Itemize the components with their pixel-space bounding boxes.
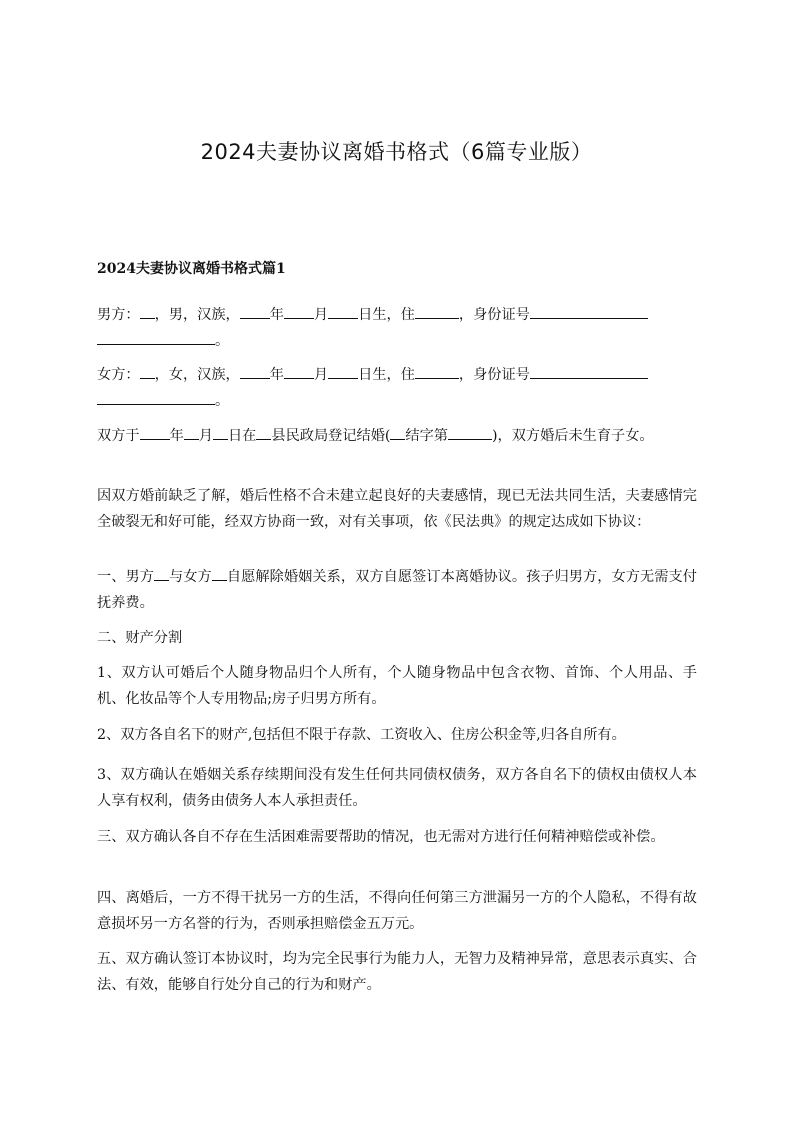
year-blank — [240, 363, 270, 379]
clause-4: 四、离婚后，一方不得干扰另一方的生活，不得向任何第三方泄漏另一方的个人隐私，不得有故意损坏另一方名誉的行为，否则承担赔偿金五万元。 — [97, 890, 697, 932]
id-number-blank-cont — [97, 329, 215, 345]
cert-prefix-blank — [390, 424, 405, 440]
clause-2-item-2: 2、双方各自名下的财产,包括但不限于存款、工资收入、住房公积金等,归各自所有。 — [97, 727, 626, 743]
day-blank — [328, 303, 358, 319]
female-label: 女方： — [97, 367, 140, 383]
id-number-blank — [530, 363, 648, 379]
month-blank — [284, 363, 314, 379]
female-party-line: 女方： ，女，汉族， 年 月 日生，住 ，身份证号 。 — [97, 362, 697, 414]
id-number-blank-cont — [97, 389, 215, 405]
year-blank — [240, 303, 270, 319]
document-title: 2024夫妻协议离婚书格式（6篇专业版） — [200, 140, 593, 164]
month-blank — [284, 303, 314, 319]
address-blank — [415, 303, 459, 319]
male-label: 男方： — [97, 307, 140, 323]
male-name-blank — [154, 565, 169, 581]
year-blank — [140, 424, 170, 440]
day-blank — [213, 424, 228, 440]
id-number-blank — [530, 303, 648, 319]
clause-5: 五、双方确认签订本协议时，均为完全民事行为能力人，无智力及精神异常，意思表示真实、合法、有效，能够自行处分自己的行为和财产。 — [97, 951, 697, 993]
name-blank — [140, 303, 155, 319]
clause-2-item-3: 3、双方确认在婚姻关系存续期间没有发生任何共同债权债务，双方各自名下的债权由债权人本人享有权利，债务由债务人本人承担责任。 — [97, 767, 697, 809]
section-heading: 2024夫妻协议离婚书格式篇1 — [97, 261, 286, 277]
male-party-line: 男方： ，男，汉族， 年 月 日生，住 ，身份证号 。 — [97, 302, 697, 354]
clause-2-item-1: 1、双方认可婚后个人随身物品归个人所有，个人随身物品中包含衣物、首饰、个人用品、手机、化妆品等个人专用物品;房子归男方所有。 — [97, 665, 697, 707]
name-blank — [140, 363, 155, 379]
clause-3: 三、双方确认各自不存在生活困难需要帮助的情况，也无需对方进行任何精神赔偿或补偿。 — [97, 829, 665, 845]
month-blank — [184, 424, 199, 440]
marriage-registration-line: 双方于 年 月 日在 县民政局登记结婚( 结字第 )，双方婚后未生育子女。 — [97, 423, 697, 449]
day-blank — [328, 363, 358, 379]
female-name-blank — [212, 565, 227, 581]
reason-paragraph: 因双方婚前缺乏了解，婚后性格不合未建立起良好的夫妻感情，现已无法共同生活，夫妻感情完全破裂无和好可能，经双方协商一致，对有关事项，依《民法典》的规定达成如下协议： — [97, 488, 697, 530]
cert-number-blank — [448, 424, 492, 440]
clause-1: 一、男方 与女方 自愿解除婚姻关系，双方自愿签订本离婚协议。孩子归男方，女方无需支付抚养费。 — [97, 564, 697, 616]
address-blank — [415, 363, 459, 379]
clause-2-heading: 二、财产分割 — [97, 630, 183, 646]
county-blank — [256, 424, 271, 440]
